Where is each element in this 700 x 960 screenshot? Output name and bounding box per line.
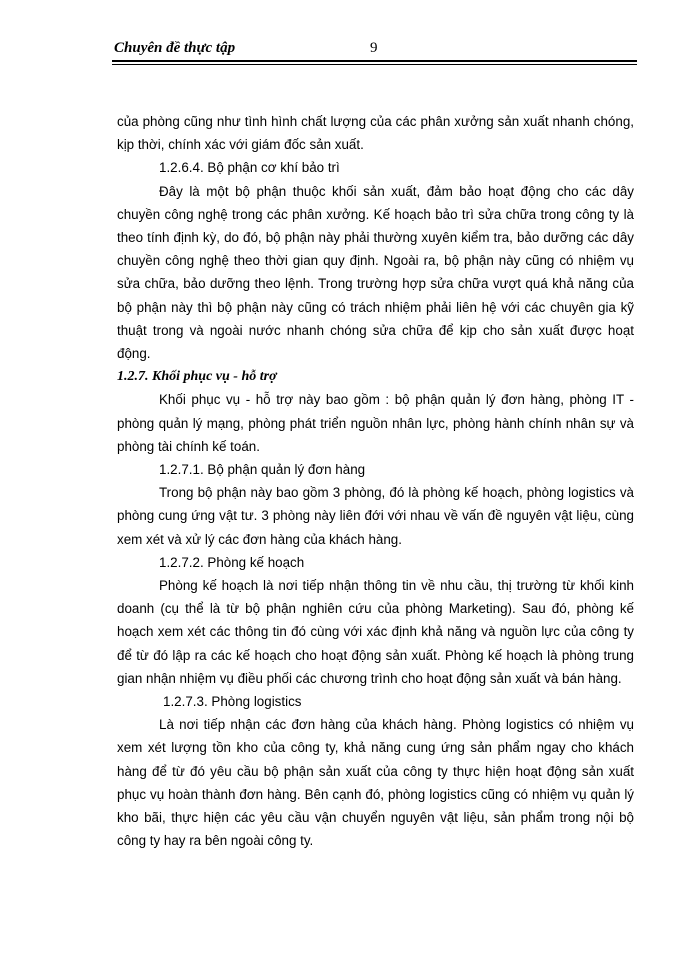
paragraph-support-block: Khối phục vụ - hỗ trợ này bao gồm : bộ phận quản lý đơn hàng, phòng IT - phòng quản lý mạng, phòng phát triển nguồn nhân lực, phòng hành chính nhân sự và phòng tài chính kế toán. xyxy=(117,392,634,454)
section-heading-127: 1.2.7. Khối phục vụ - hỗ trợ xyxy=(117,369,277,385)
subheading-1271: 1.2.7.1. Bộ phận quản lý đơn hàng xyxy=(159,462,366,478)
header-rule-thin xyxy=(112,64,637,65)
paragraph-planning: Phòng kế hoạch là nơi tiếp nhận thông tin về nhu cầu, thị trường từ khối kinh doanh (cụ thể là từ bộ phận nghiên cứu của phòng Marketing). Sau đó, phòng kế hoạch xem xét các thông tin đó cùng với xác định khả năng và nguồn lực của công ty để từ đó lập ra các kế hoạch cho hoạt động sản xuất. Phòng kế hoạch là phòng trung gian nhận nhiệm vụ điều phối các chương trình cho hoạt động sản xuất và bán hàng. xyxy=(117,578,634,686)
subheading-1273: 1.2.7.3. Phòng logistics xyxy=(163,694,302,710)
header-title: Chuyên đề thực tập xyxy=(114,40,236,56)
paragraph-order-management: Trong bộ phận này bao gồm 3 phòng, đó là phòng kế hoạch, phòng logistics và phòng cung ứng vật tư. 3 phòng này liên đới với nhau về vấn đề nguyên vật liệu, cùng xem xét và xử lý các đơn hàng của khách hàng. xyxy=(117,485,634,547)
subheading-1272: 1.2.7.2. Phòng kế hoạch xyxy=(159,554,305,570)
header-rule xyxy=(112,60,637,62)
paragraph-logistics: Là nơi tiếp nhận các đơn hàng của khách hàng. Phòng logistics có nhiệm vụ xem xét lượng tồn kho của công ty, khả năng cung ứng sản phẩm ngay cho khách hàng để từ đó yêu cầu bộ phận sản xuất của công ty thực hiện hoạt động sản xuất phục vụ hoàn thành đơn hàng. Bên cạnh đó, phòng logistics cũng có nhiệm vụ quản lý kho bãi, thực hiện các yêu cầu vận chuyển nguyên vật liệu, sản phẩm trong nội bộ công ty hay ra bên ngoài công ty. xyxy=(117,717,634,849)
paragraph-maintenance: Đây là một bộ phận thuộc khối sản xuất, đảm bảo hoạt động cho các dây chuyền công nghệ trong các phân xưởng. Kế hoạch bảo trì sửa chữa trong công ty là theo tính định kỳ, do đó, bộ phận này phải thường xuyên kiểm tra, bảo dưỡng các dây chuyền công nghệ theo thời gian quy định. Ngoài ra, bộ phận này cũng có nhiệm vụ sửa chữa, bảo dưỡng theo lệnh. Trong trường hợp sửa chữa vượt quá khả năng của bộ phận này thì bộ phận này cũng có trách nhiệm phải liên hệ với các chuyên gia kỹ thuật trong và ngoài nước nhanh chóng sửa chữa để kịp cho sản xuất được hoạt động. xyxy=(117,183,634,362)
document-body xyxy=(117,110,634,853)
page-number: 9 xyxy=(370,40,378,56)
subheading-1264: 1.2.6.4. Bộ phận cơ khí bảo trì xyxy=(159,160,340,176)
paragraph-intro: của phòng cũng như tình hình chất lượng của các phân xưởng sản xuất nhanh chóng, kịp thời, chính xác với giám đốc sản xuất. xyxy=(117,114,634,153)
